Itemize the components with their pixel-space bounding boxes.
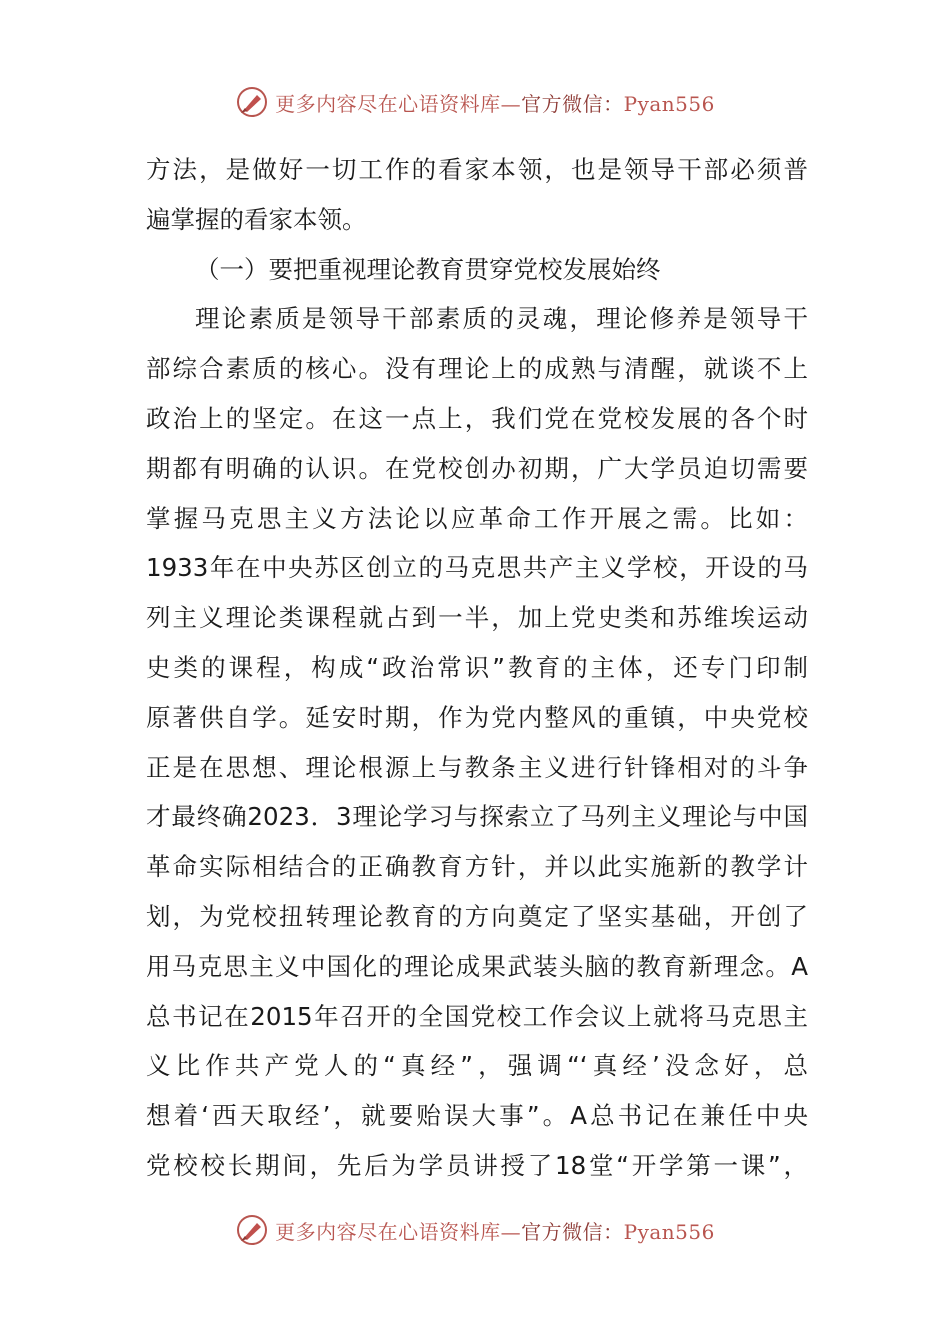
text-line: 总书记在2015年召开的全国党校工作会议上就将马克思主 — [146, 1001, 808, 1031]
watermark-banner-bottom — [0, 1210, 950, 1250]
pen-nib-circle-icon — [235, 85, 269, 119]
text-line: 遍掌握的看家本领。 — [146, 204, 367, 234]
text-line: 期都有明确的认识。在党校创办初期，广大学员迫切需要 — [146, 453, 808, 483]
text-line: 方法，是做好一切工作的看家本领，也是领导干部必须普 — [146, 155, 808, 184]
text-line: 想着‘西天取经’，就要贻误大事”。A总书记在兼任中央 — [146, 1101, 808, 1131]
text-line: 正是在思想、理论根源上与教条主义进行针锋相对的斗争 — [146, 752, 808, 782]
text-line: 掌握马克思主义方法论以应革命工作开展之需。比如： — [146, 503, 808, 533]
text-line: 党校校长期间，先后为学员讲授了18堂“开学第一课”， — [146, 1150, 808, 1180]
text-line: 革命实际相结合的正确教育方针，并以此实施新的教学计 — [146, 852, 808, 882]
text-line: 原著供自学。延安时期，作为党内整风的重镇，中央党校 — [146, 702, 808, 732]
watermark-text: 更多内容尽在心语资料库— — [275, 91, 522, 116]
watermark-wechat-id: Pyan556 — [623, 1219, 715, 1244]
text-line: 义比作共产党人的“真经”，强调“‘真经’没念好，总 — [146, 1051, 808, 1081]
watermark-wechat-id: Pyan556 — [623, 91, 715, 116]
section-heading: （一）要把重视理论教育贯穿党校发展始终 — [195, 254, 661, 284]
watermark-wechat-label: 官方微信： — [521, 91, 624, 116]
pen-nib-circle-icon — [235, 1213, 269, 1247]
text-line: 部综合素质的核心。没有理论上的成熟与清醒，就谈不上 — [146, 354, 808, 384]
document-body — [146, 145, 808, 1191]
paragraph-first-line: 理论素质是领导干部素质的灵魂，理论修养是领导干 — [195, 304, 808, 334]
text-line: 史类的课程，构成“政治常识”教育的主体，还专门印制 — [146, 652, 808, 682]
watermark-text: 更多内容尽在心语资料库— — [275, 1219, 522, 1244]
text-line: 才最终确2023．3理论学习与探索立了马列主义理论与中国 — [146, 802, 808, 832]
text-line: 1933年在中央苏区创立的马克思共产主义学校，开设的马 — [146, 553, 808, 583]
watermark-banner-top — [0, 82, 950, 122]
text-line: 列主义理论类课程就占到一半，加上党史类和苏维埃运动 — [146, 603, 808, 633]
text-line: 政治上的坚定。在这一点上，我们党在党校发展的各个时 — [146, 403, 808, 433]
text-line: 用马克思主义中国化的理论成果武装头脑的教育新理念。A — [146, 951, 808, 981]
watermark-wechat-label: 官方微信： — [521, 1219, 624, 1244]
text-line: 划，为党校扭转理论教育的方向奠定了坚实基础，开创了 — [146, 901, 808, 931]
